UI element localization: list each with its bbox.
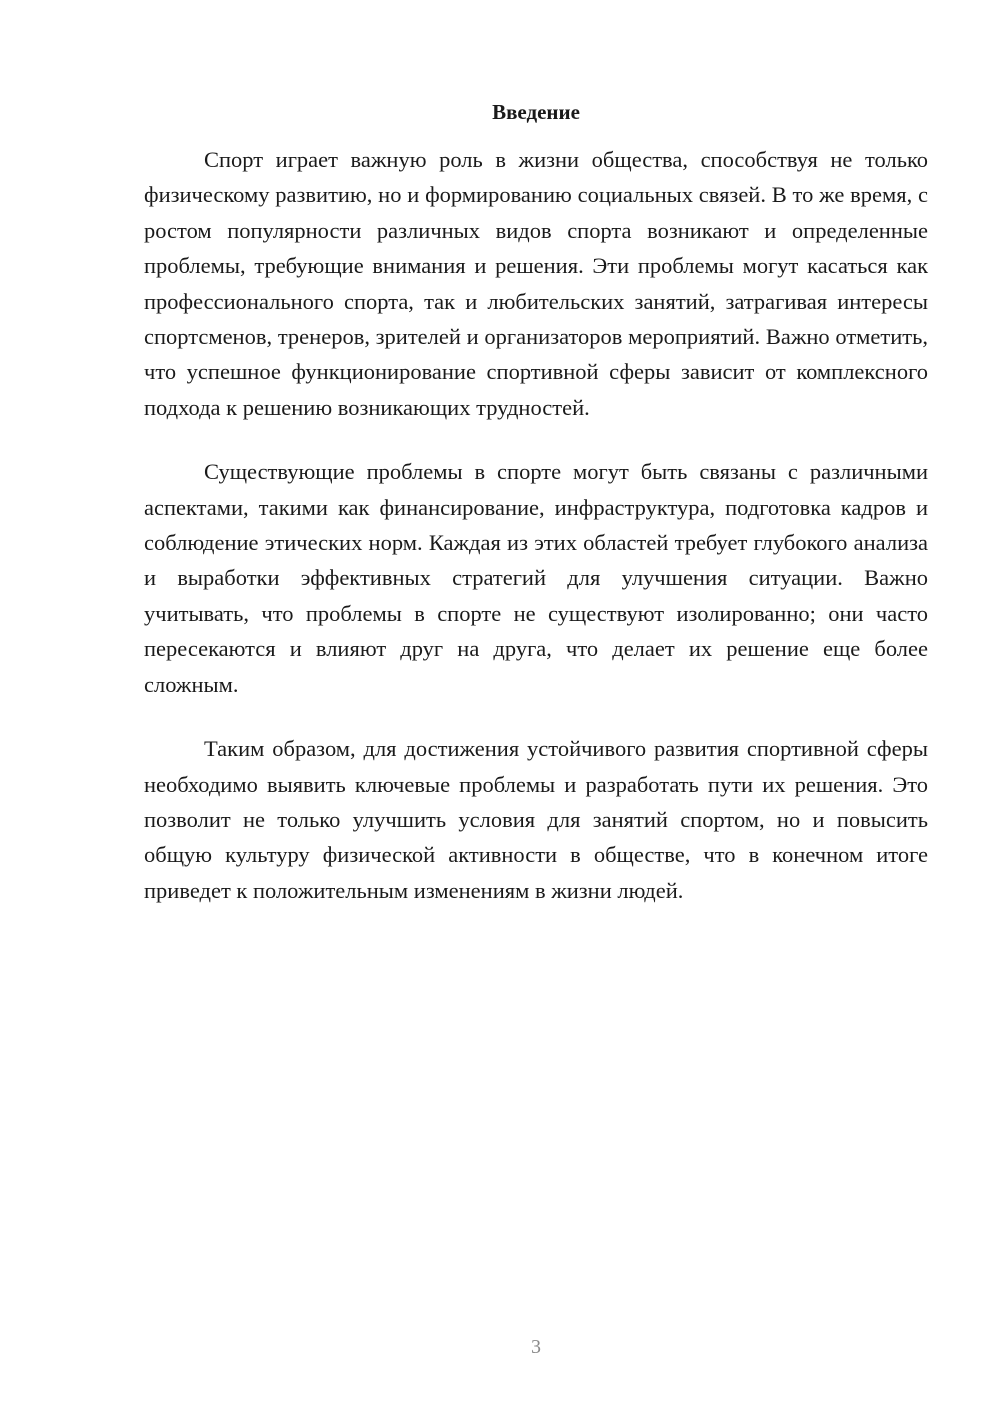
body-text bbox=[144, 142, 928, 937]
paragraph: Существующие проблемы в спорте могут быть связаны с различными аспектами, такими как финансирование, инфраструктура, подготовка кадров и соблюдение этических норм. Каждая из этих областей требует глубокого анализа и выработки эффективных стратегий для улучшения ситуации. Важно учитывать, что проблемы в спорте не существуют изолированно; они часто пересекаются и влияют друг на друга, что делает их решение еще более сложным. bbox=[144, 459, 928, 697]
page-number: 3 bbox=[531, 1336, 541, 1358]
paragraph: Таким образом, для достижения устойчивого развития спортивной сферы необходимо выявить ключевые проблемы и разработать пути их решения. Это позволит не только улучшить условия для занятий спортом, но и повысить общую культуру физической активности в обществе, что в конечном итоге приведет к положительным изменениям в жизни людей. bbox=[144, 736, 928, 903]
paragraph: Спорт играет важную роль в жизни общества, способствуя не только физическому развитию, но и формированию социальных связей. В то же время, с ростом популярности различных видов спорта возникают и определенные проблемы, требующие внимания и решения. Эти проблемы могут касаться как профессионального спорта, так и любительских занятий, затрагивая интересы спортсменов, тренеров, зрителей и организаторов мероприятий. Важно отметить, что успешное функционирование спортивной сферы зависит от комплексного подхода к решению возникающих трудностей. bbox=[144, 147, 928, 420]
section-title: Введение bbox=[492, 100, 580, 124]
